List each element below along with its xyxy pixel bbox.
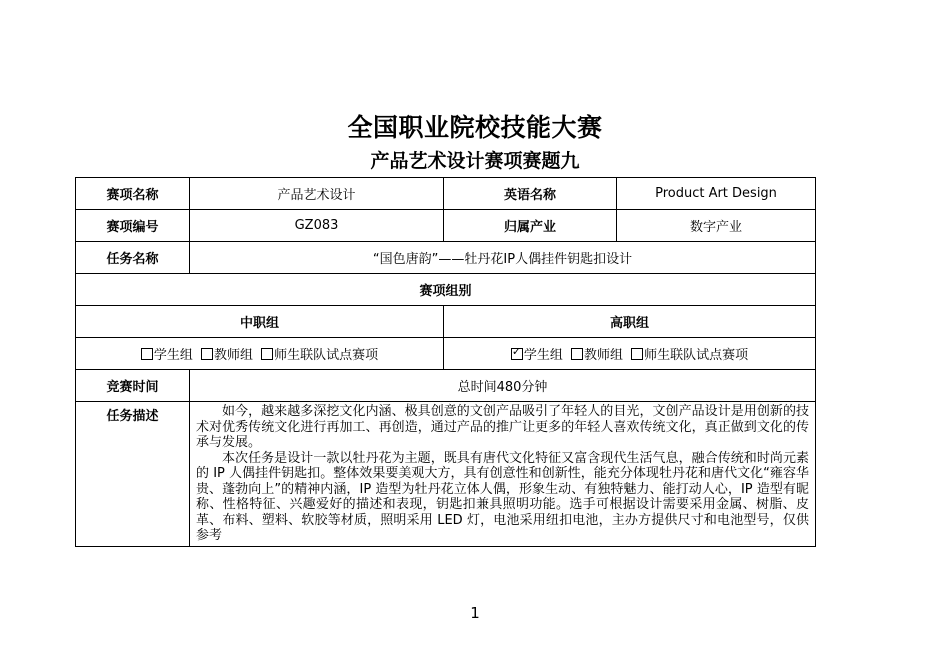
table-row (76, 178, 816, 210)
task-description (190, 402, 816, 547)
table-row (76, 338, 816, 370)
table-row (76, 210, 816, 242)
higher-group-label: 高职组 (444, 306, 816, 338)
higher-student-option[interactable]: ✓ 学生组 (511, 348, 563, 363)
table-row (76, 370, 816, 402)
checked-checkbox-icon[interactable] (511, 348, 523, 360)
higher-group-options (444, 338, 816, 370)
event-name-value: 产品艺术设计 (190, 178, 444, 210)
event-code-value: GZ083 (190, 210, 444, 242)
competition-info-table (75, 177, 816, 547)
table-row (76, 274, 816, 306)
checkbox-icon[interactable] (201, 348, 213, 360)
time-label: 竞赛时间 (76, 370, 190, 402)
higher-teacher-option[interactable]: 教师组 (571, 348, 623, 363)
secondary-group-options (76, 338, 444, 370)
event-code-label: 赛项编号 (76, 210, 190, 242)
group-header: 赛项组别 (76, 274, 816, 306)
checkbox-icon[interactable] (631, 348, 643, 360)
document-subtitle: 产品艺术设计赛项赛题九 (370, 150, 580, 172)
checkbox-icon[interactable] (571, 348, 583, 360)
event-name-label: 赛项名称 (76, 178, 190, 210)
document-title: 全国职业院校技能大赛 (347, 113, 603, 142)
table-row (76, 242, 816, 274)
description-paragraph: 本次任务是设计一款以牡丹花为主题，既具有唐代文化特征又富含现代生活气息，融合传统和时尚元素的 IP 人偶挂件钥匙扣。整体效果要美观大方，具有创意性和创新性，能充分体现牡丹花和唐代文化“雍容华贵、蓬勃向上”的精神内涵，IP 造型为牡丹花立体人偶，形象生动、有独特魅力、能打动人心，IP 造型有昵称、性格特征、兴趣爱好的描述和表现，钥匙扣兼具照明功能。选手可根据设计需要采用金属、树脂、皮革、布料、塑料、软胶等材质，照明采用 LED 灯，电池采用纽扣电池，主办方提供尺寸和电池型号，仅供参考 (196, 450, 809, 543)
industry-value: 数字产业 (617, 210, 816, 242)
task-description-label: 任务描述 (76, 402, 190, 547)
industry-label: 归属产业 (444, 210, 617, 242)
description-paragraph: 如今，越来越多深挖文化内涵、极具创意的文创产品吸引了年轻人的目光，文创产品设计是用创新的技术对优秀传统文化进行再加工、再创造，通过产品的推广让更多的年轻人喜欢传统文化，真正做到文化的传承与发展。 (196, 404, 809, 450)
checkbox-icon[interactable] (261, 348, 273, 360)
english-name-label: 英语名称 (444, 178, 617, 210)
secondary-group-label: 中职组 (76, 306, 444, 338)
english-name-value: Product Art Design (617, 178, 816, 210)
table-row (76, 306, 816, 338)
higher-joint-option[interactable]: 师生联队试点赛项 (631, 348, 748, 363)
secondary-student-option[interactable]: 学生组 (141, 348, 193, 363)
secondary-teacher-option[interactable]: 教师组 (201, 348, 253, 363)
task-name-value: “国色唐韵”——牡丹花IP人偶挂件钥匙扣设计 (190, 242, 816, 274)
secondary-joint-option[interactable]: 师生联队试点赛项 (261, 348, 378, 363)
checkbox-icon[interactable] (141, 348, 153, 360)
page-number: 1 (470, 604, 480, 622)
time-value: 总时间480分钟 (190, 370, 816, 402)
table-row (76, 402, 816, 547)
task-name-label: 任务名称 (76, 242, 190, 274)
